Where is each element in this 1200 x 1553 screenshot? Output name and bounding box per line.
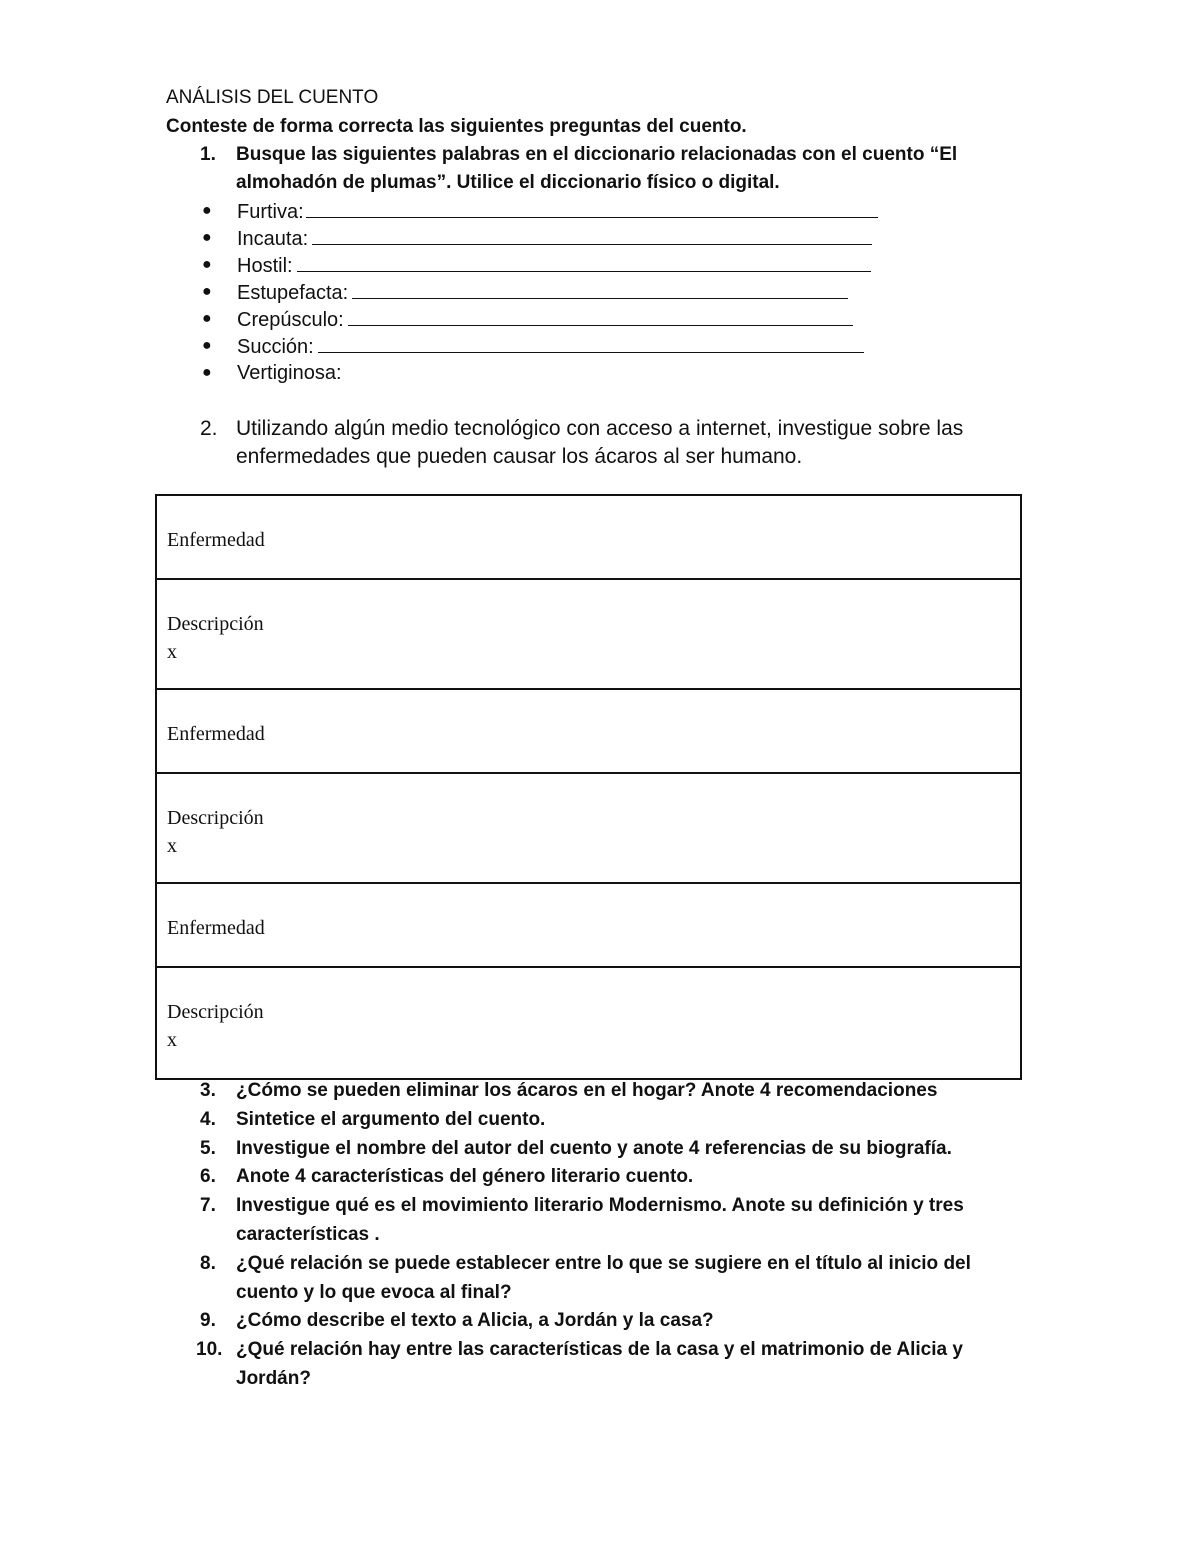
vocab-item-estupefacta xyxy=(166,279,1026,305)
cell-label: Enfermedad xyxy=(167,723,265,745)
question-1 xyxy=(166,141,1026,199)
question-number: 4. xyxy=(200,1108,216,1130)
cell-label: Descripción xyxy=(167,613,264,635)
bullet-icon: ● xyxy=(202,202,212,219)
bullet-icon: ● xyxy=(202,256,212,273)
list-item xyxy=(166,1250,1026,1308)
answer-line xyxy=(297,252,871,272)
question-text: ¿Cómo describe el texto a Alicia, a Jordán y la casa? xyxy=(236,1310,714,1332)
page-title: ANÁLISIS DEL CUENTO xyxy=(166,87,379,108)
answer-line xyxy=(312,225,872,245)
vocab-item-vertiginosa xyxy=(166,360,1026,386)
question-text: ¿Cómo se pueden eliminar los ácaros en el hogar? Anote 4 recomendaciones xyxy=(236,1080,938,1101)
question-number: 1. xyxy=(200,144,216,165)
list-item xyxy=(166,1192,1026,1250)
list-item xyxy=(166,1336,1026,1394)
vocab-item-furtiva xyxy=(166,198,1026,224)
question-text: Anote 4 características del género literario cuento. xyxy=(236,1166,694,1188)
question-text: Investigue qué es el movimiento literario Modernismo. Anote su definición y tres características . xyxy=(236,1195,964,1245)
disease-table xyxy=(155,494,1022,1080)
question-number: 3. xyxy=(200,1080,216,1101)
question-text: Utilizando algún medio tecnológico con acceso a internet, investigue sobre las enfermedades que pueden causar los ácaros al ser humano. xyxy=(236,417,964,468)
bullet-icon: ● xyxy=(202,310,212,327)
question-text: ¿Qué relación se puede establecer entre lo que se sugiere en el título al inicio del cuento y lo que evoca al final? xyxy=(236,1252,971,1303)
vocab-word: Succión: xyxy=(237,336,314,358)
question-number: 6. xyxy=(200,1166,216,1188)
list-item xyxy=(166,1307,1026,1336)
question-text: ¿Qué relación hay entre las características de la casa y el matrimonio de Alicia y Jordán? xyxy=(236,1339,963,1389)
vocab-item-hostil xyxy=(166,252,1026,278)
bullet-icon: ● xyxy=(202,283,212,300)
cell-label: Enfermedad xyxy=(167,529,265,551)
vocab-word: Furtiva: xyxy=(237,201,304,223)
answer-line xyxy=(352,279,848,299)
table-row xyxy=(157,580,1020,690)
question-number: 7. xyxy=(200,1195,216,1217)
question-number: 9. xyxy=(200,1310,216,1332)
table-row xyxy=(157,968,1020,1078)
vocab-item-crepusculo xyxy=(166,306,1026,332)
answer-line xyxy=(306,198,878,218)
list-item xyxy=(166,1077,1026,1106)
question-text: Investigue el nombre del autor del cuento y anote 4 referencias de su biografía. xyxy=(236,1137,952,1159)
instruction-text: Conteste de forma correcta las siguientes preguntas del cuento. xyxy=(166,116,747,137)
bullet-icon: ● xyxy=(202,337,212,354)
vocab-word: Crepúsculo: xyxy=(237,309,344,331)
list-item xyxy=(166,1106,1026,1135)
list-item xyxy=(166,1163,1026,1192)
table-row xyxy=(157,774,1020,884)
cell-value: x xyxy=(167,835,177,857)
question-list xyxy=(166,1077,1026,1394)
question-number: 5. xyxy=(200,1137,216,1159)
table-row xyxy=(157,884,1020,968)
cell-label: Descripción xyxy=(167,807,264,829)
bullet-icon: ● xyxy=(202,364,212,381)
question-text: Sintetice el argumento del cuento. xyxy=(236,1108,546,1130)
vocab-item-succion xyxy=(166,333,1026,359)
answer-line xyxy=(348,306,853,326)
vocab-word: Estupefacta: xyxy=(237,282,349,304)
table-row xyxy=(157,690,1020,774)
vocab-word: Vertiginosa: xyxy=(237,362,342,384)
cell-value: x xyxy=(167,1029,177,1051)
cell-label: Enfermedad xyxy=(167,917,265,939)
cell-label: Descripción xyxy=(167,1001,264,1023)
vocab-word: Incauta: xyxy=(237,228,309,250)
question-number: 8. xyxy=(200,1252,216,1274)
cell-value: x xyxy=(167,641,177,663)
question-text: Busque las siguientes palabras en el diccionario relacionadas con el cuento “El almohadón de plumas”. Utilice el diccionario físico o digital. xyxy=(236,144,958,193)
question-number: 10. xyxy=(196,1339,223,1361)
question-number: 2. xyxy=(200,417,218,440)
list-item xyxy=(166,1135,1026,1164)
answer-line xyxy=(318,333,864,353)
table-row xyxy=(157,496,1020,580)
vocab-item-incauta xyxy=(166,225,1026,251)
bullet-icon: ● xyxy=(202,229,212,246)
vocab-word: Hostil: xyxy=(237,255,293,277)
